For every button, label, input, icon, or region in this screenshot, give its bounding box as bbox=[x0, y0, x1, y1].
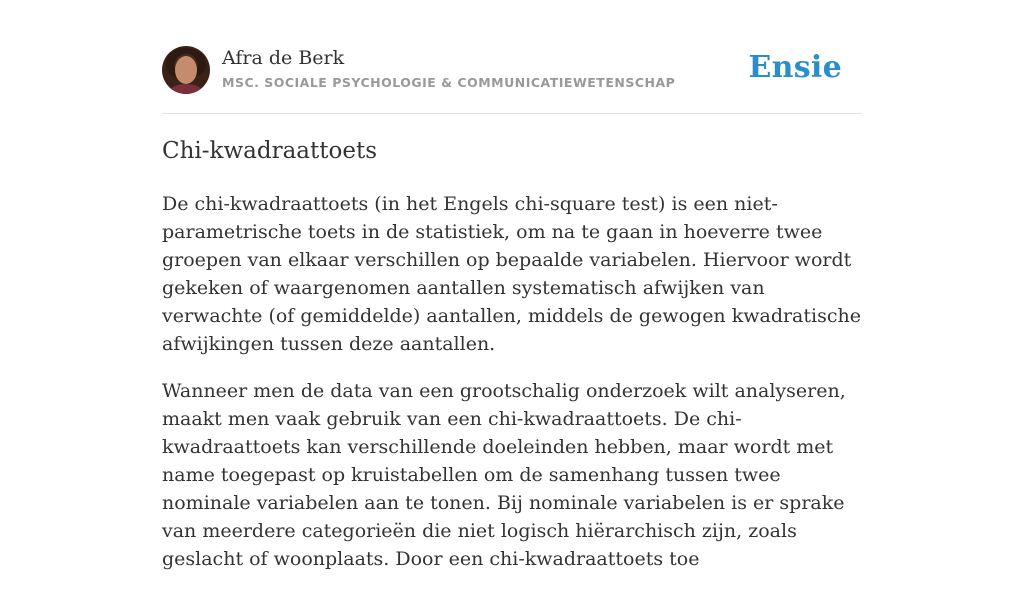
author-header bbox=[162, 46, 862, 96]
avatar-shirt bbox=[168, 84, 204, 94]
article-card bbox=[162, 0, 862, 570]
article-title: Chi-kwadraattoets bbox=[162, 138, 378, 164]
article-body bbox=[162, 190, 862, 592]
avatar-face bbox=[175, 56, 197, 84]
divider bbox=[162, 113, 862, 114]
paragraph: Wanneer men de data van een grootschalig onderzoek wilt analyseren, maakt men vaak gebruik van een chi-kwadraattoets. De chi-kwadraattoets kan verschillende doeleinden hebben, maar wordt met name toegepast op kruistabellen om de samenhang tussen twee nominale variabelen aan te tonen. Bij nominale variabelen is er sprake van meerdere categorieën die niet logisch hiërarchisch zijn, zoals geslacht of woonplaats. Door een chi-kwadraattoets toe bbox=[162, 380, 846, 570]
author-name[interactable]: Afra de Berk bbox=[222, 47, 345, 69]
ensie-logo[interactable]: Ensie bbox=[748, 50, 842, 85]
avatar[interactable] bbox=[162, 46, 210, 94]
author-title: MSC. SOCIALE PSYCHOLOGIE & COMMUNICATIEWETENSCHAP bbox=[222, 75, 676, 90]
paragraph: De chi-kwadraattoets (in het Engels chi-square test) is een niet-parametrische toets in de statistiek, om na te gaan in hoeverre twee groepen van elkaar verschillen op bepaalde variabelen. Hiervoor wordt gekeken of waargenomen aantallen systematisch afwijken van verwachte (of gemiddelde) aantallen, middels de gewogen kwadratische afwijkingen tussen deze aantallen. bbox=[162, 193, 861, 355]
